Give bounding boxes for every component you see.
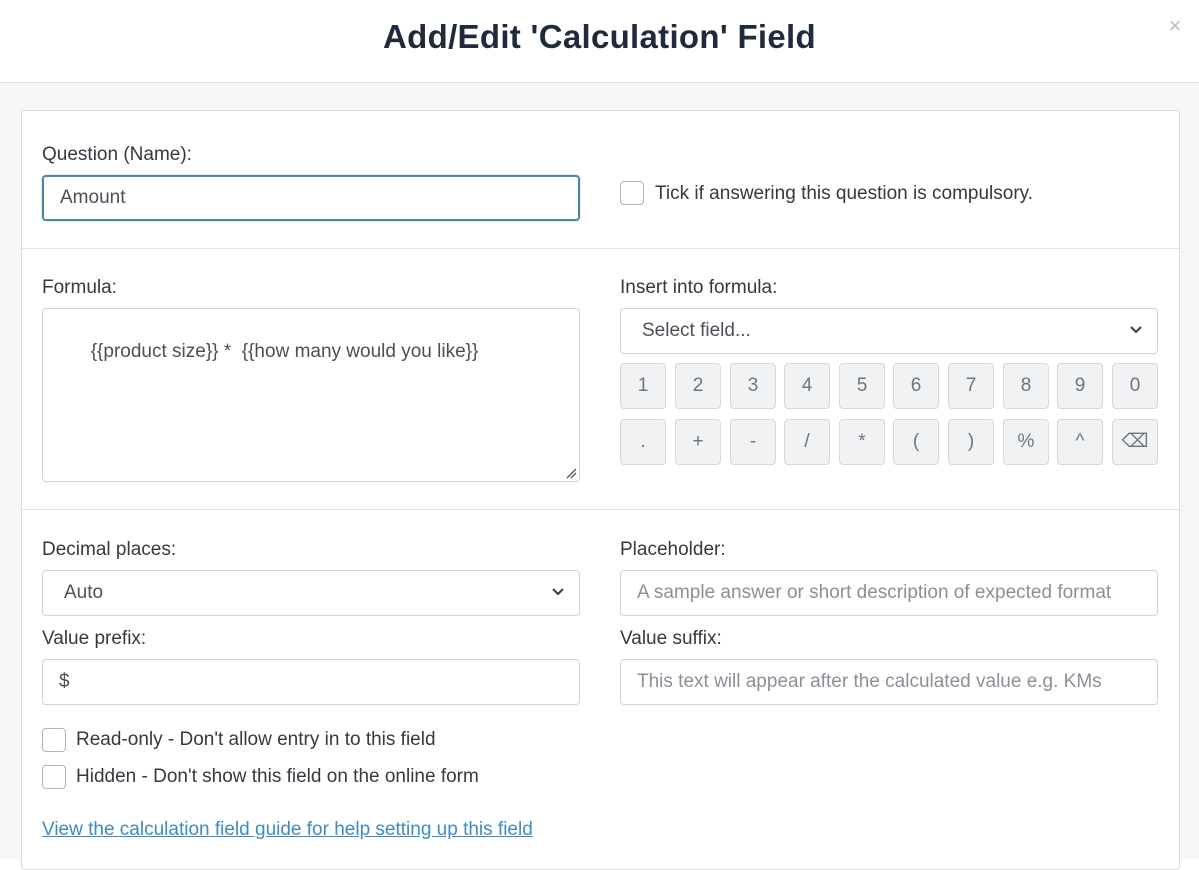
keypad-btn-7[interactable]: 7 xyxy=(948,363,994,409)
decimal-places-select[interactable] xyxy=(42,570,580,616)
resize-grip-icon[interactable] xyxy=(565,467,577,479)
keypad-btn-multiply[interactable]: * xyxy=(839,419,885,465)
decimal-places-label: Decimal places: xyxy=(42,539,177,560)
hidden-label: Hidden - Don't show this field on the online form xyxy=(76,766,479,787)
keypad-btn-6[interactable]: 6 xyxy=(893,363,939,409)
formula-textarea[interactable] xyxy=(42,308,580,482)
modal-body xyxy=(0,83,1199,859)
formula-label: Formula: xyxy=(42,277,117,298)
chevron-down-icon xyxy=(551,587,565,597)
hidden-checkbox[interactable] xyxy=(42,765,66,789)
keypad-btn-open-paren[interactable]: ( xyxy=(893,419,939,465)
keypad-btn-plus[interactable]: + xyxy=(675,419,721,465)
insert-field-select[interactable] xyxy=(620,308,1158,354)
insert-formula-label: Insert into formula: xyxy=(620,277,778,298)
keypad-btn-close-paren[interactable]: ) xyxy=(948,419,994,465)
insert-field-select-value: Select field... xyxy=(642,320,751,341)
decimal-places-value: Auto xyxy=(64,582,104,603)
compulsory-label: Tick if answering this question is compulsory. xyxy=(655,183,1034,204)
keypad-btn-percent[interactable]: % xyxy=(1003,419,1049,465)
keypad-btn-minus[interactable]: - xyxy=(730,419,776,465)
keypad-btn-2[interactable]: 2 xyxy=(675,363,721,409)
keypad-btn-divide[interactable]: / xyxy=(784,419,830,465)
modal-title: Add/Edit 'Calculation' Field xyxy=(383,18,816,55)
keypad-btn-4[interactable]: 4 xyxy=(784,363,830,409)
value-suffix-label: Value suffix: xyxy=(620,628,722,649)
keypad-btn-0[interactable]: 0 xyxy=(1112,363,1158,409)
section-divider xyxy=(22,248,1179,249)
placeholder-label: Placeholder: xyxy=(620,539,726,560)
formula-text: {{product size}} * {{how many would you like}} xyxy=(90,341,479,362)
keypad-btn-9[interactable]: 9 xyxy=(1057,363,1103,409)
placeholder-input[interactable] xyxy=(620,570,1158,616)
keypad-btn-1[interactable]: 1 xyxy=(620,363,666,409)
chevron-down-icon xyxy=(1129,325,1143,335)
backspace-icon[interactable]: ⌫ xyxy=(1112,419,1158,465)
close-icon[interactable]: × xyxy=(1168,13,1182,38)
question-name-input[interactable] xyxy=(42,175,580,221)
readonly-label: Read-only - Don't allow entry in to this field xyxy=(76,729,436,750)
value-prefix-input[interactable] xyxy=(42,659,580,705)
keypad-btn-3[interactable]: 3 xyxy=(730,363,776,409)
keypad-btn-decimal[interactable]: . xyxy=(620,419,666,465)
compulsory-checkbox[interactable] xyxy=(620,181,644,205)
modal-header xyxy=(0,0,1199,83)
calculation-guide-link[interactable]: View the calculation field guide for help setting up this field xyxy=(42,819,533,840)
keypad-btn-power[interactable]: ^ xyxy=(1057,419,1103,465)
value-prefix-label: Value prefix: xyxy=(42,628,147,649)
readonly-checkbox[interactable] xyxy=(42,728,66,752)
keypad-btn-8[interactable]: 8 xyxy=(1003,363,1049,409)
value-suffix-input[interactable] xyxy=(620,659,1158,705)
question-name-label: Question (Name): xyxy=(42,144,192,165)
field-settings-card xyxy=(21,110,1180,870)
section-divider xyxy=(22,509,1179,510)
keypad-btn-5[interactable]: 5 xyxy=(839,363,885,409)
